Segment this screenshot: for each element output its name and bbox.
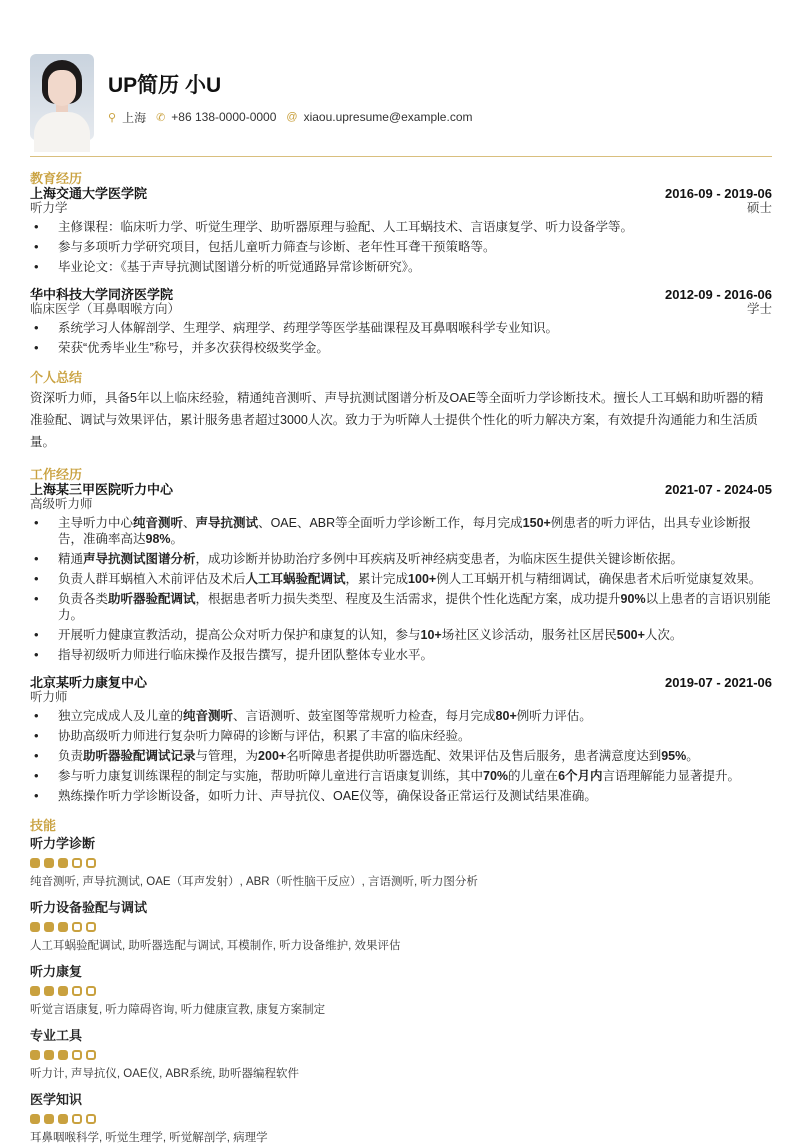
bullet-text: 精通 [58, 552, 84, 566]
section-title-skills: 技能 [30, 818, 57, 833]
bullet-item [30, 239, 772, 255]
entry-header [30, 287, 772, 302]
skill-name: 听力学诊断 [30, 836, 96, 851]
highlight-text: 98% [145, 532, 171, 546]
work-entry [30, 675, 772, 804]
bullet-text: 以上患者的言语识别能力。 [58, 592, 771, 622]
highlight-text: 助听器验配调试记录 [83, 749, 196, 763]
rating-dot [44, 858, 54, 868]
bullet-text: ，成功诊断并协助治疗多例中耳疾病及听神经病变患者，为临床医生提供关键诊断依据。 [195, 552, 684, 566]
skill-item [30, 835, 772, 889]
bullet-text: 主修课程：临床听力学、听觉生理学、助听器原理与验配、人工耳蜗技术、言语康复学、听力设备学等。 [58, 220, 634, 234]
contact-info [108, 109, 483, 126]
skill-keywords: 纯音测听, 声导抗测试, OAE（耳声发射）, ABR（听性脑干反应）, 言语测听, 听力图分析 [30, 876, 478, 888]
bullet-text: 人次。 [644, 628, 683, 642]
rating-dot [58, 1114, 68, 1124]
skill-keywords: 人工耳蜗验配调试, 助听器选配与调试, 耳模制作, 听力设备维护, 效果评估 [30, 940, 401, 952]
bullet-text: 言语理解能力显著提升。 [602, 769, 741, 783]
candidate-name: UP简历 小U [108, 73, 222, 97]
date-range: 2012-09 - 2016-06 [665, 287, 772, 302]
rating-dot [30, 922, 40, 932]
highlight-text: 90% [620, 592, 646, 606]
bullet-list [30, 219, 772, 275]
email-icon: @ [286, 111, 298, 123]
job-title: 高级听力师 [30, 497, 93, 511]
bullet-text: 、 [183, 516, 196, 530]
bullet-text: 毕业论文：《基于声导抗测试图谱分析的听觉通路异常诊断研究》。 [58, 260, 421, 274]
highlight-text: 100+ [408, 572, 437, 586]
skill-rating [30, 986, 772, 996]
bullet-text: 。 [170, 532, 184, 546]
bullet-text: 开展听力健康宣教活动，提高公众对听力保护和康复的认知，参与 [58, 628, 421, 642]
skill-keywords: 听力计, 声导抗仪, OAE仪, ABR系统, 助听器编程软件 [30, 1068, 299, 1080]
skill-rating [30, 1050, 772, 1060]
rating-dot [72, 922, 82, 932]
skill-name: 听力设备验配与调试 [30, 900, 148, 915]
bullet-item [30, 591, 772, 623]
bullet-item [30, 748, 772, 764]
bullet-text: 、言语测听、鼓室图等常规听力检查，每月完成 [233, 709, 496, 723]
school-name: 华中科技大学同济医学院 [30, 287, 174, 302]
skill-item [30, 1027, 772, 1081]
bullet-text: 系统学习人体解剖学、生理学、病理学、药理学等医学基础课程及耳鼻咽喉科学专业知识。 [58, 321, 559, 335]
email: xiaou.upresume@example.com [303, 110, 473, 124]
location: 上海 [122, 110, 147, 125]
bullet-text: 荣获“优秀毕业生”称号，并多次获得校级奖学金。 [58, 341, 329, 355]
bullet-item [30, 768, 772, 784]
skill-name: 医学知识 [30, 1092, 83, 1107]
highlight-text: 80+ [495, 709, 517, 723]
highlight-text: 95% [661, 749, 687, 763]
bullet-text: 。 [686, 749, 699, 763]
rating-dot [86, 922, 96, 932]
rating-dot [58, 1050, 68, 1060]
major: 听力学 [30, 201, 68, 215]
skill-item [30, 1091, 772, 1145]
date-range: 2016-09 - 2019-06 [665, 186, 772, 201]
rating-dot [44, 986, 54, 996]
section-title-summary: 个人总结 [30, 370, 83, 385]
highlight-text: 150+ [522, 516, 551, 530]
entry-header [30, 675, 772, 690]
bullet-text: 参与听力康复训练课程的制定与实施，帮助听障儿童进行言语康复训练，其中 [58, 769, 484, 783]
bullet-text: 指导初级听力师进行临床操作及报告撰写，提升团队整体专业水平。 [58, 648, 434, 662]
rating-dot [72, 1114, 82, 1124]
bullet-text: ，累计完成 [345, 572, 409, 586]
rating-dot [30, 986, 40, 996]
bullet-text: 、OAE、ABR等全面听力学诊断工作，每月完成 [258, 516, 523, 530]
skill-name: 专业工具 [30, 1028, 83, 1043]
education-list [30, 186, 772, 356]
bullet-item [30, 647, 772, 663]
bullet-list [30, 320, 772, 356]
bullet-item [30, 627, 772, 643]
education-entry [30, 287, 772, 356]
rating-dot [44, 1050, 54, 1060]
rating-dot [44, 1114, 54, 1124]
bullet-text: 熟练操作听力学诊断设备，如听力计、声导抗仪、OAE仪等，确保设备正常运行及测试结果准确。 [58, 789, 597, 803]
rating-dot [86, 1050, 96, 1060]
bullet-list [30, 515, 772, 663]
skill-rating [30, 922, 772, 932]
bullet-item [30, 788, 772, 804]
degree: 硕士 [746, 201, 772, 215]
rating-dot [86, 858, 96, 868]
bullet-text: 协助高级听力师进行复杂听力障碍的诊断与评估，积累了丰富的临床经验。 [58, 729, 471, 743]
skill-name: 听力康复 [30, 964, 83, 979]
rating-dot [30, 1114, 40, 1124]
highlight-text: 声导抗测试图谱分析 [83, 552, 196, 566]
bullet-text: 的儿童在 [508, 769, 559, 783]
highlight-text: 6个月内 [558, 769, 603, 783]
highlight-text: 200+ [258, 749, 287, 763]
work-entry [30, 482, 772, 663]
bullet-text: ，根据患者听力损失类型、程度及生活需求，提供个性化选配方案，成功提升 [195, 592, 621, 606]
entry-subheader [30, 690, 772, 705]
rating-dot [58, 986, 68, 996]
bullet-text: 场社区义诊活动，服务社区居民 [441, 628, 617, 642]
entry-subheader [30, 201, 772, 216]
bullet-text: 与管理，为 [195, 749, 259, 763]
resume-header [30, 54, 772, 140]
bullet-item [30, 515, 772, 547]
date-range: 2021-07 - 2024-05 [665, 482, 772, 497]
bullet-text: 独立完成成人及儿童的 [58, 709, 184, 723]
header-divider [30, 156, 772, 157]
bullet-text: 负责人群耳蜗植入术前评估及术后 [58, 572, 246, 586]
highlight-text: 纯音测听 [133, 516, 184, 530]
highlight-text: 声导抗测试 [195, 516, 259, 530]
location-pin-icon: ⚲ [108, 111, 117, 124]
bullet-item [30, 320, 772, 336]
bullet-item [30, 571, 772, 587]
bullet-text: 负责 [58, 749, 84, 763]
bullet-text: 负责各类 [58, 592, 109, 606]
company-name: 北京某听力康复中心 [30, 675, 148, 690]
bullet-item [30, 219, 772, 235]
education-entry [30, 186, 772, 275]
bullet-text: 参与多项听力学研究项目，包括儿童听力筛查与诊断、老年性耳聋干预策略等。 [58, 240, 496, 254]
highlight-text: 人工耳蜗验配调试 [245, 572, 346, 586]
profile-photo [30, 54, 94, 140]
bullet-item [30, 728, 772, 744]
skill-keywords: 耳鼻咽喉科学, 听觉生理学, 听觉解剖学, 病理学 [30, 1132, 268, 1144]
rating-dot [44, 922, 54, 932]
rating-dot [72, 986, 82, 996]
job-title: 听力师 [30, 690, 68, 704]
section-title-work: 工作经历 [30, 467, 83, 482]
highlight-text: 纯音测听 [183, 709, 234, 723]
highlight-text: 助听器验配调试 [108, 592, 196, 606]
bullet-list [30, 708, 772, 804]
entry-subheader [30, 302, 772, 317]
rating-dot [86, 1114, 96, 1124]
rating-dot [58, 858, 68, 868]
skills-list [30, 835, 772, 1145]
highlight-text: 70% [483, 769, 509, 783]
phone: +86 138-0000-0000 [171, 110, 277, 124]
bullet-item [30, 551, 772, 567]
entry-header [30, 482, 772, 497]
school-name: 上海交通大学医学院 [30, 186, 148, 201]
highlight-text: 10+ [420, 628, 442, 642]
bullet-text: 名听障患者提供助听器选配、效果评估及售后服务，患者满意度达到 [286, 749, 662, 763]
bullet-item [30, 259, 772, 275]
bullet-text: 主导听力中心 [58, 516, 134, 530]
highlight-text: 500+ [616, 628, 645, 642]
rating-dot [30, 1050, 40, 1060]
section-title-education: 教育经历 [30, 171, 83, 186]
phone-icon: ✆ [156, 111, 166, 124]
skill-item [30, 963, 772, 1017]
bullet-text: 例听力评估。 [516, 709, 592, 723]
skill-rating [30, 858, 772, 868]
date-range: 2019-07 - 2021-06 [665, 675, 772, 690]
rating-dot [72, 858, 82, 868]
bullet-item [30, 708, 772, 724]
resume-page [30, 54, 772, 1145]
bullet-text: 例人工耳蜗开机与精细调试，确保患者术后听觉康复效果。 [436, 572, 762, 586]
degree: 学士 [746, 302, 772, 316]
rating-dot [58, 922, 68, 932]
work-list [30, 482, 772, 804]
bullet-text: 例患者的听力评估，出具专业诊断报告，准确率高达 [58, 516, 751, 546]
skill-item [30, 899, 772, 953]
skill-keywords: 听觉言语康复, 听力障碍咨询, 听力健康宣教, 康复方案制定 [30, 1004, 326, 1016]
entry-subheader [30, 497, 772, 512]
major: 临床医学（耳鼻咽喉方向） [30, 302, 181, 316]
rating-dot [72, 1050, 82, 1060]
summary-text: 资深听力师，具备5年以上临床经验，精通纯音测听、声导抗测试图谱分析及OAE等全面听力学诊断技术。擅长人工耳蜗和助听器的精准验配、调试与效果评估，累计服务患者超过3000人次。致力于为听障人士提供个性化的听力解决方案，有效提升沟通能力和生活质量。 [30, 391, 764, 449]
rating-dot [86, 986, 96, 996]
skill-rating [30, 1114, 772, 1124]
bullet-item [30, 340, 772, 356]
rating-dot [30, 858, 40, 868]
company-name: 上海某三甲医院听力中心 [30, 482, 174, 497]
entry-header [30, 186, 772, 201]
